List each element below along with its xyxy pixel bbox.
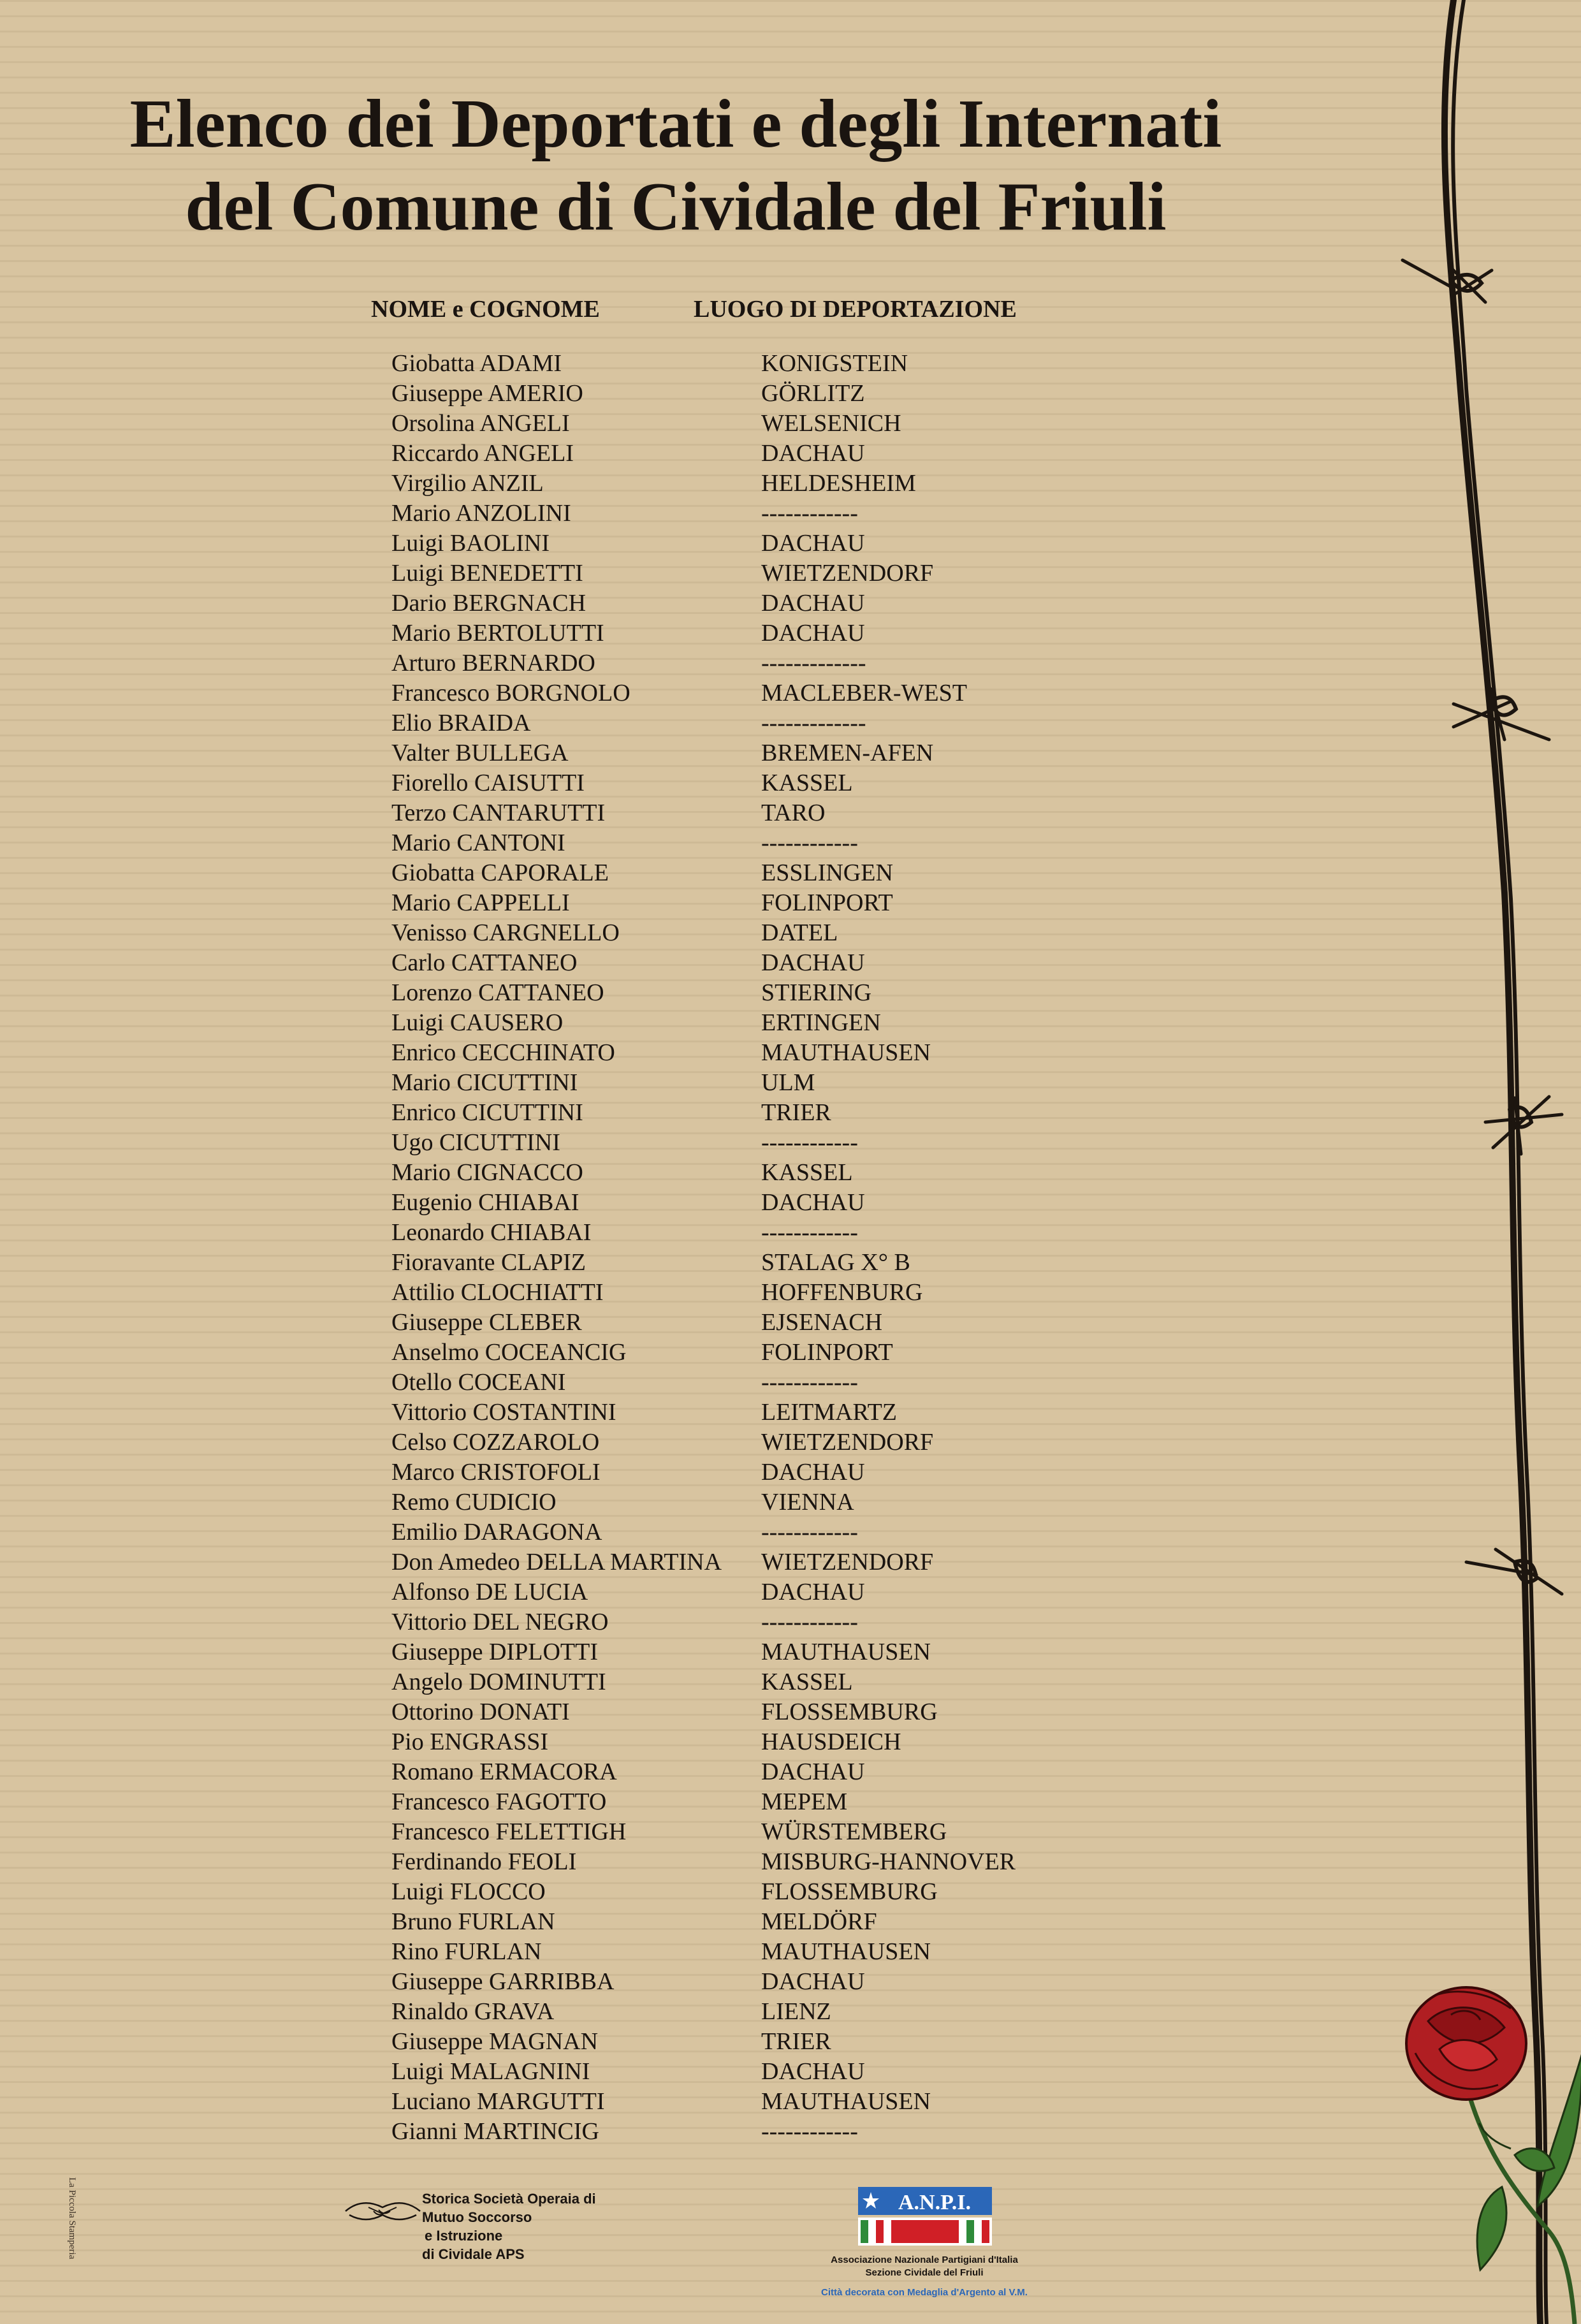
- list-item: [0, 1637, 1148, 1667]
- deportee-name: Ottorino DONATI: [391, 1699, 570, 1725]
- handshake-emblem-icon: [343, 2192, 423, 2228]
- deportation-place: BREMEN-AFEN: [761, 740, 934, 766]
- deportee-name: Luciano MARGUTTI: [391, 2088, 605, 2115]
- deportee-name: Rinaldo GRAVA: [391, 1998, 555, 2025]
- deportation-place: KASSEL: [761, 1669, 853, 1695]
- list-item: [0, 559, 1148, 588]
- list-item: [0, 708, 1148, 738]
- deportation-place: MAUTHAUSEN: [761, 2088, 931, 2115]
- deportee-name: Giuseppe AMERIO: [391, 380, 583, 407]
- deportation-place: ------------: [761, 1519, 858, 1546]
- deportation-place: FLOSSEMBURG: [761, 1878, 938, 1905]
- list-item: [0, 1218, 1148, 1248]
- deportee-name: Vittorio DEL NEGRO: [391, 1609, 609, 1635]
- deportation-place: STIERING: [761, 979, 872, 1006]
- deportation-place: DACHAU: [761, 949, 865, 976]
- deportation-place: KONIGSTEIN: [761, 350, 908, 377]
- deportation-place: ESSLINGEN: [761, 859, 893, 886]
- deportee-name: Enrico CECCHINATO: [391, 1039, 615, 1066]
- deportation-place: WIETZENDORF: [761, 1549, 934, 1575]
- list-item: [0, 2027, 1148, 2057]
- list-item: [0, 2117, 1148, 2147]
- deportee-name: Ferdinando FEOLI: [391, 1848, 577, 1875]
- deportation-place: MELDÖRF: [761, 1908, 877, 1935]
- list-item: [0, 1338, 1148, 1368]
- deportation-place: MACLEBER-WEST: [761, 680, 967, 706]
- printer-credit: La Piccola Stamperia: [67, 2177, 77, 2260]
- deportation-place: WIETZENDORF: [761, 1429, 934, 1456]
- deportee-name: Angelo DOMINUTTI: [391, 1669, 606, 1695]
- list-item: [0, 1907, 1148, 1937]
- deportation-place: DATEL: [761, 919, 838, 946]
- list-item: [0, 1368, 1148, 1398]
- deportation-place: ERTINGEN: [761, 1009, 881, 1036]
- deportee-name: Valter BULLEGA: [391, 740, 569, 766]
- deportee-name: Giuseppe DIPLOTTI: [391, 1639, 598, 1665]
- deportation-place: ------------: [761, 2118, 858, 2145]
- deportation-place: ------------: [761, 1219, 858, 1246]
- list-item: [0, 1847, 1148, 1877]
- deportation-place: ------------: [761, 1609, 858, 1635]
- deportation-place: MAUTHAUSEN: [761, 1639, 931, 1665]
- deportee-name: Francesco FELETTIGH: [391, 1818, 627, 1845]
- list-item: [0, 948, 1148, 978]
- deportee-name: Gianni MARTINCIG: [391, 2118, 599, 2145]
- deportation-place: KASSEL: [761, 1159, 853, 1186]
- deportation-place: GÖRLITZ: [761, 380, 865, 407]
- deportee-name: Luigi BAOLINI: [391, 530, 550, 557]
- deportee-name: Riccardo ANGELI: [391, 440, 574, 467]
- deportee-name: Ugo CICUTTINI: [391, 1129, 560, 1156]
- deportation-place: TRIER: [761, 1099, 831, 1126]
- list-item: [0, 1877, 1148, 1907]
- deportee-name: Eugenio CHIABAI: [391, 1189, 579, 1216]
- society-line-3: e Istruzione: [425, 2228, 503, 2244]
- deportation-place: ------------: [761, 500, 858, 527]
- deportee-name: Giuseppe MAGNAN: [391, 2028, 599, 2055]
- deportee-name: Fiorello CAISUTTI: [391, 770, 585, 796]
- list-item: [0, 469, 1148, 499]
- deportation-place: STALAG X° B: [761, 1249, 910, 1276]
- deportee-name: Mario BERTOLUTTI: [391, 620, 604, 647]
- deportee-name: Carlo CATTANEO: [391, 949, 578, 976]
- deportation-place: TARO: [761, 800, 826, 826]
- list-item: [0, 648, 1148, 678]
- deportation-place: MAUTHAUSEN: [761, 1039, 931, 1066]
- deportation-place: DACHAU: [761, 1579, 865, 1605]
- deportee-name: Lorenzo CATTANEO: [391, 979, 604, 1006]
- barbed-wire-rose-illustration: [1390, 0, 1581, 2324]
- list-item: [0, 1607, 1148, 1637]
- page-title: [127, 83, 1224, 249]
- deportation-place: TRIER: [761, 2028, 831, 2055]
- list-item: [0, 1997, 1148, 2027]
- deportation-place: HAUSDEICH: [761, 1728, 901, 1755]
- list-item: [0, 858, 1148, 888]
- deportee-name: Vittorio COSTANTINI: [391, 1399, 616, 1426]
- deportation-place: FOLINPORT: [761, 889, 893, 916]
- list-item: [0, 1098, 1148, 1128]
- list-item: [0, 1428, 1148, 1458]
- deportee-name: Mario CAPPELLI: [391, 889, 570, 916]
- anpi-name-line: Associazione Nazionale Partigiani d'Italia: [831, 2255, 1018, 2265]
- deportee-name: Venisso CARGNELLO: [391, 919, 620, 946]
- list-item: [0, 1727, 1148, 1757]
- deportee-name: Celso COZZAROLO: [391, 1429, 600, 1456]
- anpi-logo-icon: [858, 2187, 992, 2246]
- deportation-place: EJSENACH: [761, 1309, 883, 1336]
- deportee-name: Francesco BORGNOLO: [391, 680, 630, 706]
- deportee-name: Mario CANTONI: [391, 829, 565, 856]
- deportation-place: HELDESHEIM: [761, 470, 916, 497]
- list-item: [0, 678, 1148, 708]
- deportation-place: DACHAU: [761, 590, 865, 617]
- list-item: [0, 1577, 1148, 1607]
- city-medal-motto: Città decorata con Medaglia d'Argento al V.M.: [821, 2287, 1028, 2298]
- society-line-1: Storica Società Operaia di: [422, 2191, 596, 2207]
- list-item: [0, 768, 1148, 798]
- society-name: [422, 2189, 596, 2263]
- deportee-name: Giobatta CAPORALE: [391, 859, 609, 886]
- deportation-place: -------------: [761, 650, 866, 676]
- deportee-name: Attilio CLOCHIATTI: [391, 1279, 604, 1306]
- list-item: [0, 1547, 1148, 1577]
- deportation-place: WÜRSTEMBERG: [761, 1818, 947, 1845]
- deportee-name: Rino FURLAN: [391, 1938, 542, 1965]
- list-item: [0, 439, 1148, 469]
- column-header-place: LUOGO DI DEPORTAZIONE: [694, 296, 1017, 323]
- deportation-place: VIENNA: [761, 1489, 854, 1516]
- deportation-place: DACHAU: [761, 620, 865, 647]
- deportee-name: Emilio DARAGONA: [391, 1519, 602, 1546]
- list-item: [0, 1188, 1148, 1218]
- deportee-name: Luigi BENEDETTI: [391, 560, 583, 587]
- list-item: [0, 1697, 1148, 1727]
- deportee-name: Fioravante CLAPIZ: [391, 1249, 586, 1276]
- list-item: [0, 1038, 1148, 1068]
- deportee-name: Mario CIGNACCO: [391, 1159, 583, 1186]
- list-item: [0, 499, 1148, 529]
- list-item: [0, 1398, 1148, 1428]
- deportee-name: Marco CRISTOFOLI: [391, 1459, 601, 1486]
- list-item: [0, 1308, 1148, 1338]
- deportation-place: DACHAU: [761, 1459, 865, 1486]
- list-item: [0, 1517, 1148, 1547]
- deportation-place: FOLINPORT: [761, 1339, 893, 1366]
- barbed-wire-icon: [1402, 0, 1562, 2324]
- list-item: [0, 529, 1148, 559]
- list-item: [0, 379, 1148, 409]
- list-item: [0, 1458, 1148, 1487]
- deportation-place: ------------: [761, 1369, 858, 1396]
- deportee-name: Bruno FURLAN: [391, 1908, 555, 1935]
- deportation-place: MISBURG-HANNOVER: [761, 1848, 1016, 1875]
- deportee-name: Luigi CAUSERO: [391, 1009, 564, 1036]
- title-line-2: del Comune di Cividale del Friuli: [185, 169, 1167, 245]
- deportee-name: Elio BRAIDA: [391, 710, 531, 736]
- deportee-name: Giuseppe CLEBER: [391, 1309, 582, 1336]
- deportation-place: DACHAU: [761, 2058, 865, 2085]
- list-item: [0, 918, 1148, 948]
- deportation-place: LEITMARTZ: [761, 1399, 898, 1426]
- list-item: [0, 349, 1148, 379]
- deportee-name: Giuseppe GARRIBBA: [391, 1968, 615, 1995]
- list-item: [0, 2057, 1148, 2087]
- list-item: [0, 1008, 1148, 1038]
- deportation-place: ULM: [761, 1069, 815, 1096]
- list-item: [0, 1487, 1148, 1517]
- list-item: [0, 828, 1148, 858]
- anpi-logo-text: A.N.P.I.: [898, 2191, 971, 2214]
- deportee-name: Luigi FLOCCO: [391, 1878, 546, 1905]
- deportation-place: DACHAU: [761, 440, 865, 467]
- list-item: [0, 2087, 1148, 2117]
- deportation-place: WIETZENDORF: [761, 560, 934, 587]
- list-item: [0, 1787, 1148, 1817]
- list-item: [0, 1128, 1148, 1158]
- deportee-name: Giobatta ADAMI: [391, 350, 562, 377]
- deportee-name: Virgilio ANZIL: [391, 470, 544, 497]
- list-item: [0, 588, 1148, 618]
- deportation-place: WELSENICH: [761, 410, 901, 437]
- list-item: [0, 798, 1148, 828]
- list-item: [0, 1757, 1148, 1787]
- list-item: [0, 1937, 1148, 1967]
- list-item: [0, 409, 1148, 439]
- rose-icon: [1406, 1987, 1581, 2324]
- society-line-2: Mutuo Soccorso: [422, 2209, 532, 2225]
- deportation-place: HOFFENBURG: [761, 1279, 923, 1306]
- list-item: [0, 1278, 1148, 1308]
- deportation-place: LIENZ: [761, 1998, 831, 2025]
- deportation-place: DACHAU: [761, 1758, 865, 1785]
- deportee-name: Arturo BERNARDO: [391, 650, 595, 676]
- deportation-place: ------------: [761, 829, 858, 856]
- deportation-place: -------------: [761, 710, 866, 736]
- list-item: [0, 888, 1148, 918]
- deportation-place: KASSEL: [761, 770, 853, 796]
- deportee-name: Anselmo COCEANCIG: [391, 1339, 627, 1366]
- deportee-name: Orsolina ANGELI: [391, 410, 570, 437]
- deportee-name: Enrico CICUTTINI: [391, 1099, 583, 1126]
- list-item: [0, 1248, 1148, 1278]
- list-item: [0, 738, 1148, 768]
- deportation-place: MAUTHAUSEN: [761, 1938, 931, 1965]
- deportee-name: Leonardo CHIABAI: [391, 1219, 592, 1246]
- deportee-name: Mario CICUTTINI: [391, 1069, 578, 1096]
- list-item: [0, 1158, 1148, 1188]
- deportation-place: DACHAU: [761, 1189, 865, 1216]
- list-item: [0, 1817, 1148, 1847]
- deportee-name: Romano ERMACORA: [391, 1758, 617, 1785]
- deportee-name: Pio ENGRASSI: [391, 1728, 548, 1755]
- deportation-place: MEPEM: [761, 1788, 848, 1815]
- deportee-name: Alfonso DE LUCIA: [391, 1579, 588, 1605]
- deportee-name: Remo CUDICIO: [391, 1489, 557, 1516]
- deportee-name: Otello COCEANI: [391, 1369, 566, 1396]
- deportation-place: DACHAU: [761, 530, 865, 557]
- deportee-name: Mario ANZOLINI: [391, 500, 571, 527]
- list-item: [0, 978, 1148, 1008]
- deportee-name: Don Amedeo DELLA MARTINA: [391, 1549, 722, 1575]
- deportee-name: Francesco FAGOTTO: [391, 1788, 607, 1815]
- deportee-list: [0, 349, 1148, 2147]
- deportee-name: Dario BERGNACH: [391, 590, 586, 617]
- deportation-place: ------------: [761, 1129, 858, 1156]
- deportation-place: FLOSSEMBURG: [761, 1699, 938, 1725]
- list-item: [0, 618, 1148, 648]
- deportee-name: Luigi MALAGNINI: [391, 2058, 590, 2085]
- title-line-1: Elenco dei Deportati e degli Internati: [129, 86, 1222, 162]
- list-item: [0, 1967, 1148, 1997]
- column-header-name: NOME e COGNOME: [371, 296, 600, 323]
- deportation-place: DACHAU: [761, 1968, 865, 1995]
- list-item: [0, 1068, 1148, 1098]
- anpi-section-line: Sezione Cividale del Friuli: [865, 2267, 984, 2278]
- society-line-4: di Cividale APS: [422, 2246, 525, 2262]
- deportee-name: Terzo CANTARUTTI: [391, 800, 606, 826]
- list-item: [0, 1667, 1148, 1697]
